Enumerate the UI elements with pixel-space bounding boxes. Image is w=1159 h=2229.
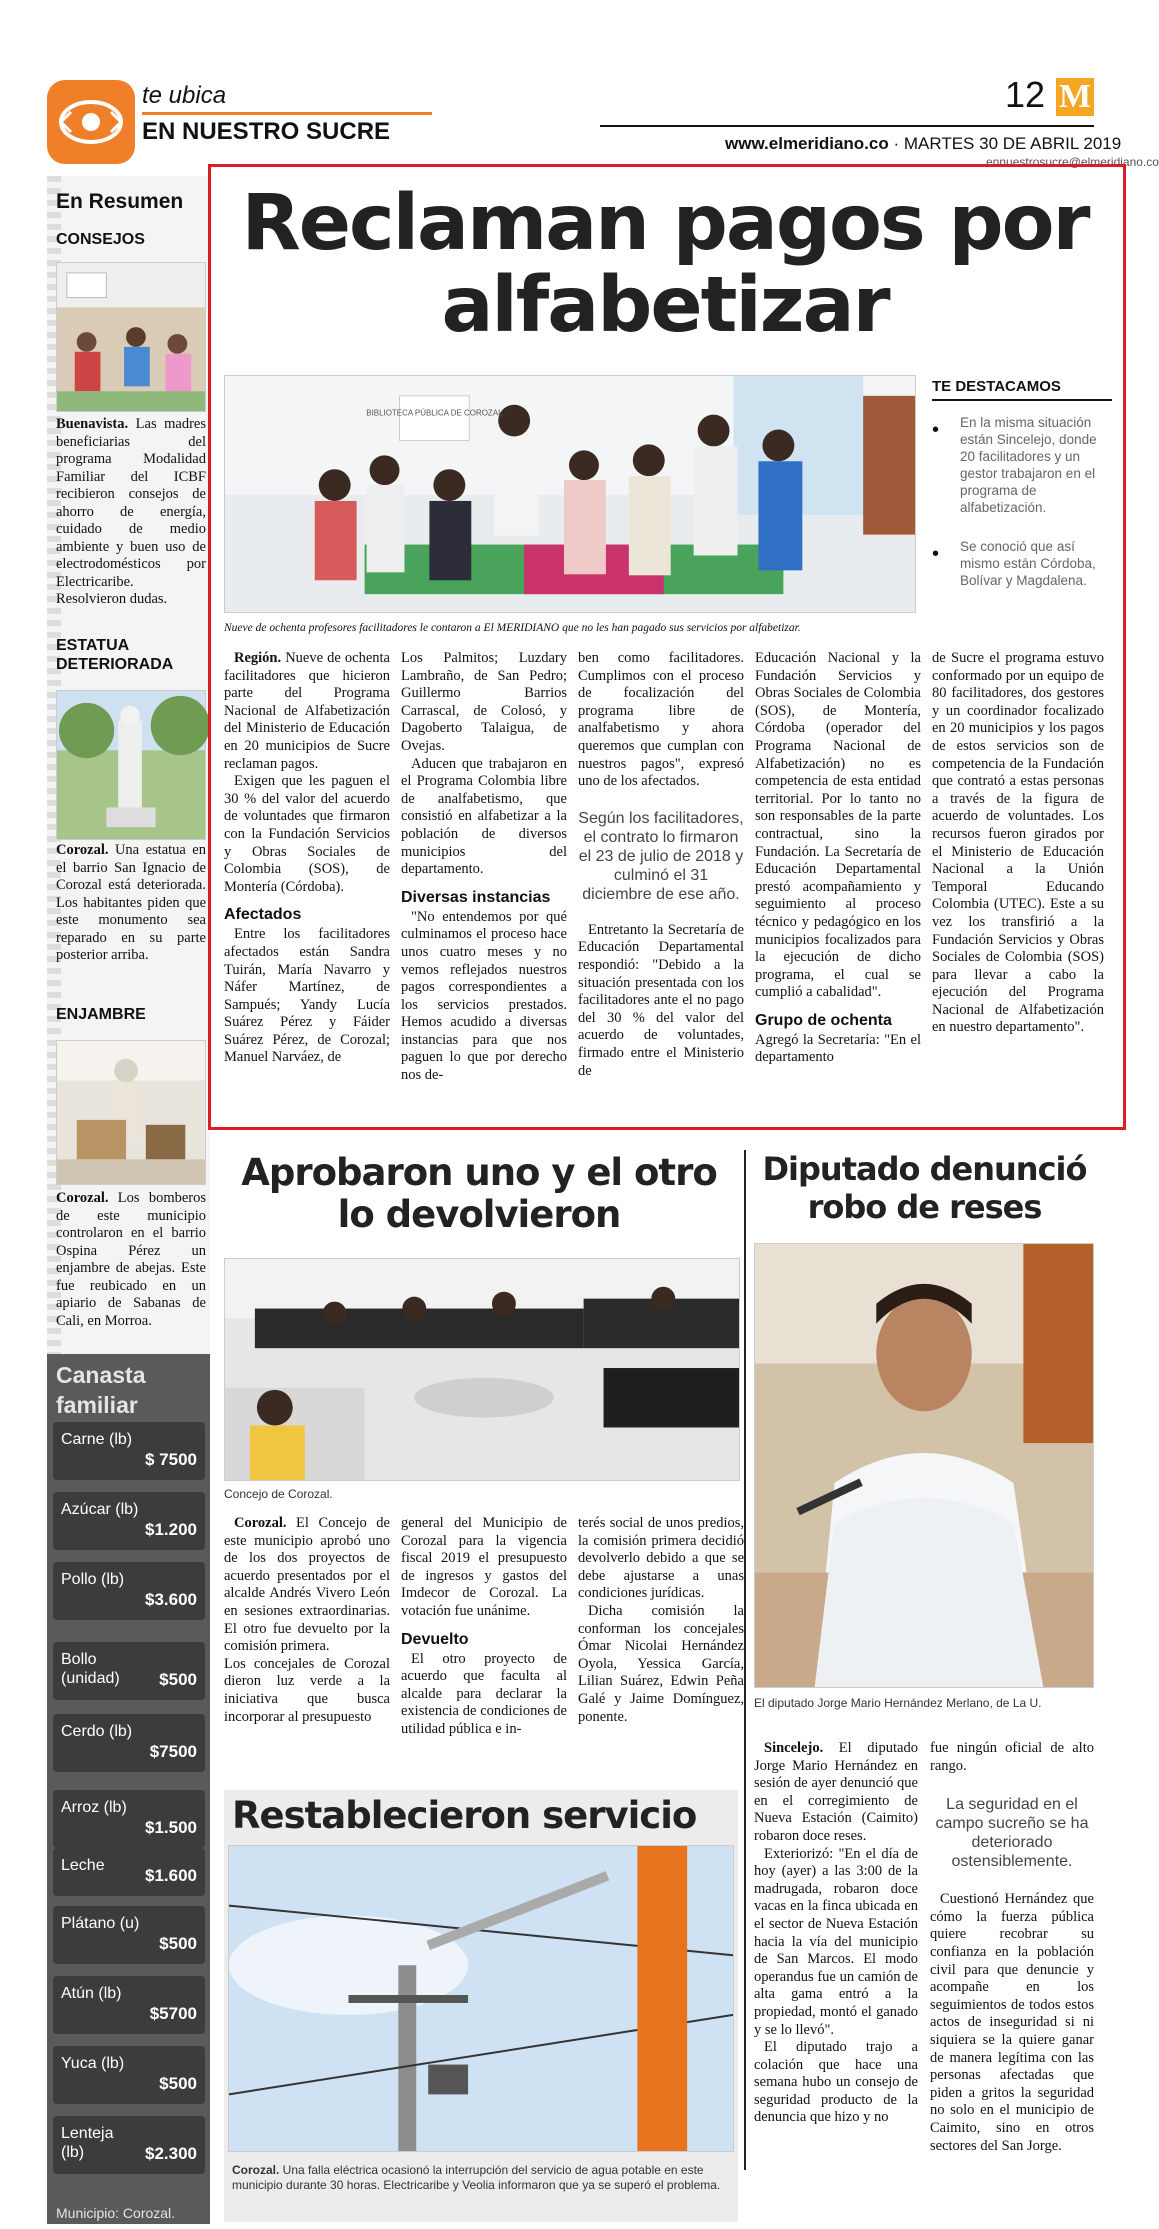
lead-subhead: Afectados — [224, 906, 302, 924]
diputado-photo — [754, 1243, 1094, 1688]
destacamos-item: • Se conoció que así mismo están Córdoba, Bolívar y Magdalena. — [932, 538, 1112, 589]
page-number: 12 — [1005, 74, 1046, 115]
diputado-pullquote: La seguridad en el campo sucreño se ha deteriorado ostensiblemente. — [935, 1796, 1089, 1871]
price-row — [53, 1790, 205, 1848]
electric-pole-photo — [228, 1845, 734, 2152]
price-row — [53, 1642, 205, 1700]
lead-paragraph: de Sucre el programa estuvo conformado por un equipo de 80 facilitadores, dos gestores y un coordinador focalizado en 20 municipios y los pagos de estos servicios son de competencia de la Fundación que contrató a estas personas a través de la figura de acuerdo de voluntades. Los recursos fueron girados por el Ministerio de Educación Nacional a la Unión Temporal Educando Colombia (UTEC). Este a su vez los transfirió a la Fundación Servicios y Obras Sociales de Colombia (SOS) para llevar a cabo la ejecución del Programa Nacional de Alfabetización en nuestro departamento". — [932, 650, 1104, 1036]
lead-column-2 — [401, 650, 567, 1085]
enjambre-photo — [56, 1040, 206, 1185]
price-row — [53, 1714, 205, 1772]
price-item-name: Cerdo (lb) — [61, 1723, 133, 1740]
sidebar-text-estatua: Corozal. Una estatua en el barrio San Ignacio de Corozal está deteriorada. Los habitantes piden que este monumento sea reparado en su parte posterior arriba. — [56, 842, 206, 963]
column-divider — [744, 1150, 746, 2170]
consejos-photo — [56, 262, 206, 412]
concejo-paragraph: Los concejales de Corozal dieron luz verde a la iniciativa que busca incorporar al presupuesto — [224, 1655, 390, 1725]
lead-paragraph: Entretanto la Secretaría de Educación Departamental respondió: "Debido a la situación presentada con los facilitadores ante el no pago del 30 % del valor del acuerdo de voluntades, firmado entre el Ministerio de — [578, 921, 744, 1079]
price-row — [53, 1906, 205, 1964]
price-row — [53, 2116, 205, 2174]
lead-paragraph: Agregó la Secretaría: "En el departamento — [755, 1031, 921, 1066]
lead-column-5 — [932, 650, 1104, 1037]
lead-subhead: Diversas instancias — [401, 888, 551, 906]
price-item-name: Yuca (lb) — [61, 2055, 125, 2072]
price-row — [53, 1492, 205, 1550]
destacamos-title: TE DESTACAMOS — [932, 378, 1061, 395]
concejo-caption: Concejo de Corozal. — [224, 1487, 333, 1501]
lead-paragraph: Entre los facilitadores afectados están Sandra Tuirán, María Navarro y Náfer Martínez, de Sampués; Yandy Lucía Suárez Pérez y Fáider Suárez Pérez, de Corozal; Manuel Narváez, de — [224, 926, 390, 1066]
eye-logo-icon — [47, 80, 135, 164]
price-item-name: Atún (lb) — [61, 1985, 122, 2002]
lead-paragraph: Exigen que les paguen el 30 % del valor del acuerdo de voluntades que firmaron con la Fundación Servicios y Obras Sociales de Colombia (SOS), de Montería (Córdoba). — [224, 773, 390, 895]
concejo-headline: Aprobaron uno y el otro lo devolvieron — [241, 1151, 717, 1236]
estatua-photo — [56, 690, 206, 840]
concejo-column-3 — [578, 1515, 744, 1726]
sidebar-heading-estatua: ESTATUA DETERIORADA — [56, 637, 174, 673]
price-value: $500 — [159, 2074, 197, 2093]
dateline: www.elmeridiano.co · MARTES 30 DE ABRIL 2019 — [725, 134, 1122, 153]
section-name: EN NUESTRO SUCRE — [142, 118, 391, 145]
issue-date: MARTES 30 DE ABRIL 2019 — [903, 134, 1122, 153]
price-row — [53, 2046, 205, 2104]
canasta-footer: Municipio: Corozal. — [56, 2205, 176, 2221]
servicio-caption-text: Una falla eléctrica ocasionó la interrupción del servicio de agua potable en este municipio durante 30 horas. Electricaribe y Veolia informaron que ya se superó el problema. — [232, 2163, 721, 2192]
price-value: $500 — [159, 1670, 197, 1689]
lead-paragraph: Nueve de ochenta facilitadores que hicieron parte del Programa Nacional de Alfabetización del Ministerio de Educación en 20 municipios de Sucre reclaman pagos. — [224, 650, 390, 772]
section-logo — [47, 80, 135, 164]
diputado-caption: El diputado Jorge Mario Hernández Merlano, de La U. — [754, 1696, 1042, 1710]
price-value: $3.600 — [145, 1590, 197, 1609]
website-link[interactable]: www.elmeridiano.co — [725, 134, 889, 153]
servicio-headline: Restablecieron servicio — [232, 1794, 697, 1837]
concejo-subhead: Devuelto — [401, 1630, 469, 1648]
destacamos-rule — [932, 399, 1112, 401]
price-value: $5700 — [149, 2004, 197, 2023]
diputado-paragraph: Exteriorizó: "En el día de hoy (ayer) a las 3:00 de la madrugada, robaron doce vacas en la finca ubicada en el sector de Nueva Estación hacia la vía del municipio de San Marcos. El modo operandus fue un camión de alta gama entró a la propiedad, montó el ganado y se lo llevó". — [754, 1845, 918, 2038]
library-sign: BIBLIOTECA PÚBLICA DE COROZAL — [366, 408, 503, 418]
diputado-headline: Diputado denunció robo de reses — [762, 1150, 1087, 1226]
price-item-name: Arroz (lb) — [61, 1799, 127, 1816]
lead-paragraph: ben como facilitadores. Cumplimos con el proceso de focalización del programa libre de analfabetismo y ahora queremos que cumplan con nuestros pagos", expresó uno de los afectados. — [578, 650, 744, 790]
diputado-paragraph: Cuestionó Hernández que cómo la fuerza pública quiere recobrar su confianza en la población civil para que denuncie y acompañe en los seguimientos de todos estos actos de inseguridad si ni siquiera se la quiere ganar de manera legítima con las personas afectadas que piden a gritos la seguridad no solo en el municipio de Caimito, sino en otros sectores del San Jorge. — [930, 1891, 1094, 2154]
diputado-column-2 — [930, 1740, 1094, 2155]
lead-subhead: Grupo de ochenta — [755, 1011, 892, 1029]
dateline-region: Región. — [234, 650, 282, 666]
concejo-paragraph: El otro proyecto de acuerdo que faculta al alcalde para declarar la existencia de condiciones de utilidad pública e in- — [401, 1650, 567, 1737]
price-value: $500 — [159, 1934, 197, 1953]
dateline-corozal: Corozal. — [234, 1515, 287, 1531]
dateline-corozal: Corozal. — [232, 2163, 280, 2177]
lead-column-4 — [755, 650, 921, 1067]
facilitators-photo — [224, 375, 916, 613]
lead-pullquote: Según los facilitadores, el contrato lo firmaron el 23 de julio de 2018 y culminó el 31 diciembre de ese año. — [578, 809, 744, 903]
price-value: $2.300 — [145, 2144, 197, 2163]
diputado-column-1 — [754, 1740, 918, 2127]
sidebar-title: En Resumen — [56, 190, 184, 213]
lead-paragraph: Aducen que trabajaron en el Programa Colombia libre de analfabetismo, que consistió en alfabetizar a la población de diversos municipios del departamento. — [401, 755, 567, 878]
price-item-name: Lenteja (lb) — [61, 2125, 114, 2161]
servicio-caption — [232, 2163, 732, 2192]
diputado-paragraph: El diputado Jorge Mario Hernández en sesión de ayer denunció que en el corregimiento de Nueva Estación (Caimito) robaron doce reses. — [754, 1740, 918, 1844]
sidebar-heading-consejos: CONSEJOS — [56, 231, 145, 248]
lead-photo-caption: Nueve de ochenta profesores facilitadores le contaron a El MERIDIANO que no les han pagado sus servicios por alfabetizar. — [224, 622, 801, 634]
destacamos-item: • En la misma situación están Sincelejo, donde 20 facilitadores y un gestor trabajaron en el programa de alfabetización. — [932, 414, 1112, 516]
concejo-column-2 — [401, 1515, 567, 1739]
header-rule — [600, 125, 1094, 127]
price-row — [53, 1976, 205, 2034]
header-divider — [142, 112, 432, 115]
price-row — [53, 1422, 205, 1480]
sidebar-heading-enjambre: ENJAMBRE — [56, 1006, 146, 1023]
diputado-paragraph: fue ningún oficial de alto rango. — [930, 1740, 1094, 1774]
sidebar-text-enjambre: Corozal. Los bomberos de este municipio controlaron en el barrio Ospina Pérez un enjambre de abejas. Este fue reubicado en un apiario de Sabanas de Cali, en Morroa. — [56, 1190, 206, 1329]
lead-column-3 — [578, 650, 744, 1080]
section-tagline-top: te ubica — [142, 82, 227, 109]
price-item-name: Leche — [61, 1857, 105, 1874]
price-row — [53, 1562, 205, 1620]
price-item-name: Bollo (unidad) — [61, 1651, 120, 1687]
price-item-name: Pollo (lb) — [61, 1571, 125, 1588]
concejo-photo — [224, 1258, 740, 1481]
price-value: $1.500 — [145, 1818, 197, 1837]
sidebar-text-consejos: Buenavista. Las madres beneficiarias del programa Modalidad Familiar del ICBF recibieron consejos de ahorro de energía, cuidado de medio ambiente y buen uso de electrodomésticos por Electricaribe. Resolvieron dudas. — [56, 416, 206, 607]
price-value: $7500 — [149, 1742, 197, 1761]
concejo-paragraph: terés social de unos predios, la comisión primera decidió devolverlo debido a que se debe ajustarse a unas condiciones jurídicas. — [578, 1515, 744, 1602]
price-value: $ 7500 — [145, 1450, 197, 1469]
canasta-title: Canasta familiar — [56, 1362, 146, 1418]
concejo-paragraph: general del Municipio de Corozal para la vigencia fiscal 2019 el presupuesto de ingresos y gastos del Imdecor de Corozal. La votación fue unánime. — [401, 1515, 567, 1619]
lead-column-1 — [224, 650, 390, 1067]
lead-paragraph: "No entendemos por qué culminamos el proceso hace unos cuatro meses y no vemos reflejados nuestros pagos correspondientes a los servicios prestados. Hemos acudido a diversas instancias para que nos paguen lo que por derecho nos de- — [401, 908, 567, 1084]
brand-logo: M — [1056, 78, 1094, 116]
dateline-sincelejo: Sincelejo. — [764, 1740, 824, 1756]
price-item-name: Azúcar (lb) — [61, 1501, 139, 1518]
price-item-name: Plátano (u) — [61, 1915, 140, 1932]
price-item-name: Carne (lb) — [61, 1431, 133, 1448]
concejo-paragraph: Dicha comisión la conforman los concejales Ómar Nicolai Hernández Oyola, Yessica García, Lilian Suárez, Edwin Peña Galé y Jaime Domínguez, ponente. — [578, 1602, 744, 1725]
lead-paragraph: Educación Nacional y la Fundación Servicios y Obras Sociales de Colombia (SOS), de Montería, Córdoba (operador del Programa Nacional de Alfabetización) no es competencia de esta entidad territorial. Por lo tanto no son responsables de la parte contractual, sino la Fundación. La Secretaría de Educación Departamental prestó acompañamiento y seguimiento al proceso técnico y pedagógico en los municipios focalizados para la ejecución de dicho programa, el cual se cumplió a cabalidad". — [755, 650, 921, 1001]
concejo-paragraph: El Concejo de este municipio aprobó uno de los dos proyectos de acuerdo presentados por el alcalde Andrés Vivero León en sesiones extraordinarias. El otro fue devuelto por la comisión primera. — [224, 1515, 390, 1655]
diputado-paragraph: El diputado trajo a colación que hace una semana hubo un consejo de seguridad producto de la denuncia que hizo y no — [754, 2039, 918, 2126]
concejo-column-1 — [224, 1515, 390, 1726]
lead-headline: Reclaman pagos por alfabetizar — [241, 179, 1089, 350]
price-row — [53, 1848, 205, 1896]
price-value: $1.600 — [145, 1866, 197, 1885]
lead-paragraph: Los Palmitos; Luzdary Lambraño, de San Pedro; Guillermo Barrios Carrascal, de Colosó, y Dagoberto Talaigua, de Ovejas. — [401, 650, 567, 754]
price-value: $1.200 — [145, 1520, 197, 1539]
contact-email[interactable]: ennuestrosucre@elmeridiano.co — [986, 155, 1159, 169]
